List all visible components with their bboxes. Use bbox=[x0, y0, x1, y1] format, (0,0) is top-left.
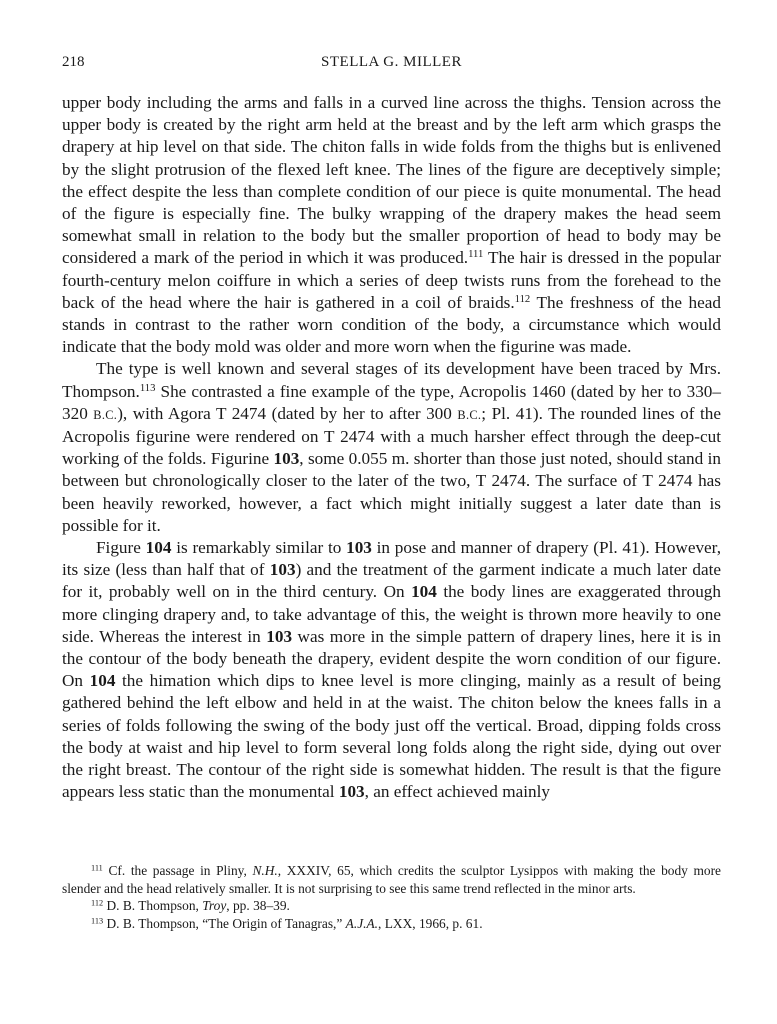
footnotes bbox=[62, 862, 721, 932]
footnote-111 bbox=[62, 862, 721, 897]
footnote-number: 111 bbox=[91, 863, 103, 873]
figure-number: 104 bbox=[89, 671, 116, 691]
figure-number: 104 bbox=[411, 582, 437, 602]
text-span: D. B. Thompson, bbox=[103, 898, 203, 913]
era-abbrev: B.C. bbox=[457, 407, 482, 422]
text-span: ), with Agora T 2474 (dated by her to after 300 bbox=[117, 403, 458, 423]
page-number: 218 bbox=[62, 54, 85, 70]
text-span: Figure bbox=[96, 538, 146, 558]
paragraph-2 bbox=[62, 358, 721, 537]
text-span: in pose and manner of drapery (Pl. 41). However, its size (less than half that of bbox=[62, 538, 722, 580]
italic-title: N.H. bbox=[252, 863, 278, 878]
figure-number: 103 bbox=[273, 449, 300, 469]
footnote-ref-113[interactable]: 113 bbox=[139, 382, 156, 394]
era-abbrev: B.C. bbox=[93, 407, 118, 422]
text-span: upper body including the arms and falls in a curved line across the thighs. Tension across the upper body is created by the right arm held at the breast and by the left arm which grasps the drapery at hip level on that side. The chiton falls in wide folds from the thighs but is enlivened by the slight protrusion of the flexed left knee. The lines of the figure are deceptively simple; the effect despite the less than complete condition of our piece is quite monumental. The head of the figure is especially fine. The bulky wrapping of the drapery makes the head seem somewhat small in relation to the body but the smaller proportion of head to body may be considered a mark of the period in which it was produced. bbox=[62, 93, 721, 268]
text-span: was more in the simple pattern of drapery lines, here it is in the contour of the body beneath the drapery, evident despite the worn condition of our figure. On bbox=[62, 626, 721, 691]
text-span: The type is well known and several stages of its development have been traced by Mrs. Thompson. bbox=[62, 359, 721, 401]
italic-title: A.J.A. bbox=[345, 915, 379, 931]
footnote-number: 113 bbox=[91, 915, 104, 925]
footnote-ref-111[interactable]: 111 bbox=[468, 249, 484, 261]
text-span: D. B. Thompson, “The Origin of Tanagras,” bbox=[103, 915, 346, 931]
italic-title: Troy bbox=[202, 898, 227, 913]
text-span: ) and the treatment of the garment indicate a much later date for it, probably well on in the third century. On bbox=[62, 560, 721, 602]
text-span: ; Pl. 41). The rounded lines of the Acropolis figurine were rendered on T 2474 with a much harsher effect through the deep-cut working of the folds. Figurine bbox=[62, 403, 722, 469]
text-span: the body lines are exaggerated through more clinging drapery and, to take advantage of this, the weight is thrown more heavily to one side. Whereas the interest in bbox=[62, 582, 721, 646]
running-head: STELLA G. MILLER bbox=[321, 54, 462, 70]
text-span: , LXX, 1966, p. 61. bbox=[378, 915, 483, 931]
text-span: the himation which dips to knee level is more clinging, mainly as a result of being gathered behind the left elbow and held in at the waist. The chiton below the knees falls in a series of folds following the swing of the body just off the vertical. Broad, dipping folds cross the body at waist and hip level to form several long folds along the right side, dying out over the right breast. The contour of the right side is somewhat hidden. The result is that the figure appears less static than the monumental bbox=[62, 671, 721, 802]
paragraph-1 bbox=[62, 92, 721, 358]
text-span: The freshness of the head stands in contrast to the rather worn condition of the body, a circumstance which would indicate that the body mold was older and more worn when the figurine was made. bbox=[62, 292, 721, 357]
text-span: Cf. the passage in Pliny, bbox=[102, 863, 253, 878]
footnote-number: 112 bbox=[91, 898, 104, 908]
text-span: is remarkably similar to bbox=[171, 538, 347, 558]
page bbox=[62, 54, 721, 804]
figure-number: 103 bbox=[338, 782, 365, 802]
text-span: , pp. 38–39. bbox=[226, 898, 290, 913]
text-span: , an effect achieved mainly bbox=[364, 782, 550, 802]
text-span: , some 0.055 m. shorter than those just noted, should stand in between but chronologically closer to the later of the two, T 2474. The surface of T 2474 has been heavily reworked, however, a fact which might initially suggest a later date than is possible for it. bbox=[62, 449, 721, 535]
footnote-112 bbox=[62, 897, 721, 915]
text-span: The hair is dressed in the popular fourth-century melon coiffure in which a series of deep twists runs from the forehead to the back of the head where the hair is gathered in a coil of braids. bbox=[62, 248, 722, 312]
footnote-113 bbox=[62, 915, 721, 933]
figure-number: 104 bbox=[145, 538, 172, 558]
paragraph-3 bbox=[62, 537, 721, 803]
figure-number: 103 bbox=[266, 626, 293, 646]
page-header bbox=[62, 54, 721, 78]
body-text bbox=[62, 92, 721, 804]
figure-number: 103 bbox=[269, 560, 296, 580]
figure-number: 103 bbox=[346, 538, 372, 558]
footnote-ref-112[interactable]: 112 bbox=[514, 293, 531, 305]
text-span: , XXXIV, 65, which credits the sculptor Lysippos with making the body more slender and the head relatively smaller. It is not surprising to see this same trend reflected in the minor arts. bbox=[62, 863, 721, 896]
text-span: She contrasted a fine example of the type, Acropolis 1460 (dated by her to 330–320 bbox=[62, 381, 721, 423]
